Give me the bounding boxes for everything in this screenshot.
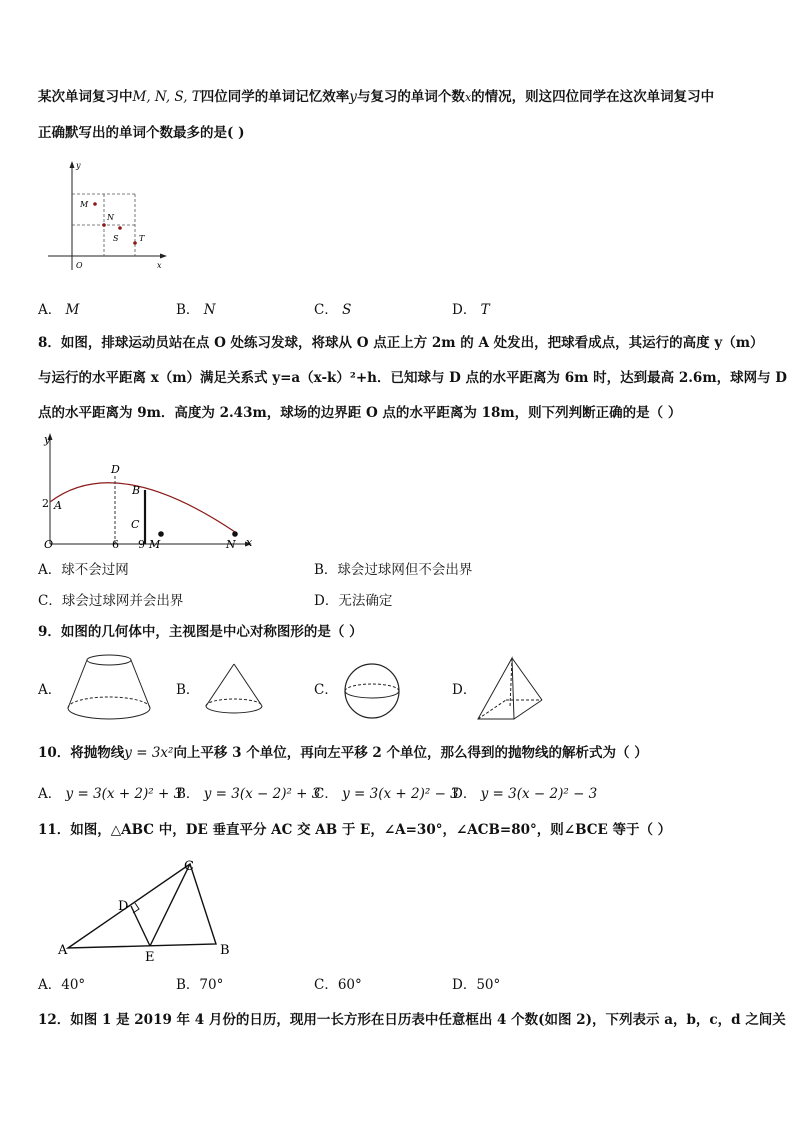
- q9-option-c-key: C．: [314, 682, 338, 698]
- q9-option-d-key: D．: [452, 682, 477, 698]
- q11-option-c-val: 60°: [337, 977, 362, 993]
- q10-option-a[interactable]: [38, 785, 182, 803]
- q7-option-d[interactable]: [452, 301, 490, 319]
- q9-line1: 9．如图的几何体中，主视图是中心对称图形的是（ ）: [38, 624, 363, 640]
- q10-option-b-val: y = 3(x − 2)² + 3: [203, 786, 321, 802]
- frustum-shape: [64, 652, 154, 724]
- q10-option-c-val: y = 3(x + 2)² − 3: [342, 786, 459, 802]
- q10-option-b[interactable]: [176, 785, 320, 803]
- q11-figure: [56, 858, 238, 964]
- q8-option-b[interactable]: [314, 561, 472, 579]
- q7-vars: M, N, S, T: [132, 89, 201, 105]
- q7-var-x: x: [464, 91, 472, 104]
- q11-fig-c: C: [184, 859, 194, 874]
- q8-option-b-val: 球会过球网但不会出界: [337, 562, 473, 578]
- q9-option-d[interactable]: [452, 681, 476, 699]
- q11-fig-d: D: [118, 899, 129, 914]
- q8-line1: 8．如图，排球运动员站在点 O 处练习发球，将球从 O 点正上方 2m 的 A 处发出，把球看成点，其运行的高度 y（m）: [38, 335, 764, 351]
- q7-line1: [38, 88, 714, 107]
- q8-fig-y: y: [44, 433, 51, 446]
- q7-text-c: 与复习的单词个数: [356, 89, 465, 105]
- q8-option-c-val: 球会过球网并会出界: [61, 593, 184, 609]
- q11-option-d-key: D．: [452, 977, 477, 993]
- q7-line2: 正确默写出的单词个数最多的是( ): [38, 125, 245, 141]
- q9-option-a-key: A．: [38, 682, 62, 698]
- q10-equation: y = 3x²: [124, 745, 174, 761]
- q11-option-a-val: 40°: [61, 977, 86, 993]
- q8-option-d-key: D．: [314, 593, 339, 609]
- q7-point-m: [93, 202, 97, 206]
- q7-option-a-key: A．: [38, 302, 62, 318]
- q11-option-a[interactable]: [38, 976, 85, 994]
- q11-option-a-key: A．: [38, 977, 62, 993]
- q8-option-a[interactable]: [38, 561, 129, 579]
- q7-figure: [40, 158, 170, 283]
- q8-fig-a: A: [54, 499, 62, 512]
- q11-line1: 11．如图，△ABC 中，DE 垂直平分 AC 交 AB 于 E，∠A=30°，∠ACB=80°，则∠BCE 等于（ ）: [38, 822, 672, 838]
- q7-option-d-val: T: [480, 302, 490, 318]
- q7-text-d: 的情况，则这四位同学在这次单词复习中: [471, 89, 715, 105]
- q8-fig-9: 9: [138, 538, 145, 551]
- sphere-shape: [342, 661, 402, 721]
- q10-text-a: 10．将抛物线: [38, 745, 125, 761]
- q7-fig-o: O: [76, 261, 83, 270]
- q8-figure: [36, 432, 258, 554]
- q9-option-c[interactable]: [314, 681, 338, 699]
- q7-option-b[interactable]: [176, 301, 216, 319]
- q7-fig-t: T: [139, 234, 145, 243]
- q9-option-b-key: B．: [176, 682, 200, 698]
- q8-fig-2: 2: [42, 497, 49, 510]
- q8-point-n: [232, 531, 238, 537]
- q8-fig-b: B: [132, 484, 141, 497]
- q8-fig-m: M: [149, 538, 161, 551]
- q8-fig-c: C: [131, 518, 140, 531]
- q7-option-c-val: S: [342, 302, 352, 318]
- q7-option-b-key: B．: [176, 302, 200, 318]
- q7-text-b: 四位同学的单词记忆效率: [200, 89, 350, 105]
- q7-option-a[interactable]: [38, 301, 79, 319]
- q10-option-b-key: B．: [176, 786, 200, 802]
- q10-option-d[interactable]: [452, 785, 597, 803]
- q11-fig-a: A: [58, 943, 68, 958]
- q10-option-c[interactable]: [314, 785, 459, 803]
- q11-option-b[interactable]: [176, 976, 223, 994]
- q7-option-d-key: D．: [452, 302, 477, 318]
- q7-fig-x: x: [157, 261, 162, 270]
- q7-fig-n: N: [107, 213, 114, 222]
- q8-option-b-key: B．: [314, 562, 338, 578]
- q7-point-s: [118, 226, 122, 230]
- q8-point-m: [158, 531, 164, 537]
- q7-point-t: [133, 241, 137, 245]
- q7-fig-s: S: [113, 234, 119, 243]
- q8-fig-d: D: [111, 463, 120, 476]
- cone-shape: [203, 662, 265, 718]
- q11-fig-e: E: [145, 950, 155, 964]
- q7-option-c[interactable]: [314, 301, 351, 319]
- q10-option-a-key: A．: [38, 786, 62, 802]
- q10-option-a-val: y = 3(x + 2)² + 3: [65, 786, 183, 802]
- q8-line3: 点的水平距离为 9m．高度为 2.43m，球场的边界距 O 点的水平距离为 18m，则下列判断正确的是（ ）: [38, 405, 682, 421]
- q8-fig-n: N: [226, 538, 236, 551]
- q11-option-b-key: B．: [176, 977, 200, 993]
- q9-option-b[interactable]: [176, 681, 199, 699]
- q7-option-b-val: N: [203, 302, 216, 318]
- q10-option-d-val: y = 3(x − 2)² − 3: [480, 786, 598, 802]
- q7-option-c-key: C．: [314, 302, 338, 318]
- q8-option-d[interactable]: [314, 592, 392, 610]
- q8-line2: 与运行的水平距离 x（m）满足关系式 y=a（x-k）²+h．已知球与 D 点的水平距离为 6m 时，达到最高 2.6m，球网与 D: [38, 370, 788, 386]
- q10-option-c-key: C．: [314, 786, 338, 802]
- q10-option-d-key: D．: [452, 786, 477, 802]
- q7-text-a: 某次单词复习中: [38, 89, 133, 105]
- q7-point-n: [102, 223, 106, 227]
- q9-option-a[interactable]: [38, 681, 61, 699]
- q11-fig-b: B: [220, 943, 230, 958]
- q8-option-c[interactable]: [38, 592, 183, 610]
- q12-line1: 12．如图 1 是 2019 年 4 月份的日历，现用一长方形在日历表中任意框出 4 个数(如图 2)，下列表示 a，b，c，d 之间关: [38, 1012, 786, 1028]
- pyramid-shape: [474, 655, 546, 723]
- q8-option-a-val: 球不会过网: [61, 562, 129, 578]
- q8-fig-6: 6: [112, 538, 119, 551]
- q7-fig-m: M: [80, 200, 89, 209]
- q11-option-d-val: 50°: [476, 977, 501, 993]
- q8-option-d-val: 无法确定: [338, 593, 393, 609]
- q8-fig-x: x: [246, 536, 253, 549]
- q11-option-c-key: C．: [314, 977, 338, 993]
- q7-var-y: y: [349, 89, 357, 105]
- q11-option-c[interactable]: [314, 976, 362, 994]
- q8-option-c-key: C．: [38, 593, 62, 609]
- q11-option-b-val: 70°: [199, 977, 224, 993]
- q11-option-d[interactable]: [452, 976, 500, 994]
- q10-line1: [38, 744, 648, 762]
- q8-option-a-key: A．: [38, 562, 62, 578]
- q7-option-a-val: M: [65, 302, 80, 318]
- q8-fig-o: O: [44, 538, 54, 551]
- q7-fig-y: y: [76, 161, 81, 170]
- q10-text-b: 向上平移 3 个单位，再向左平移 2 个单位，那么得到的抛物线的解析式为（ ）: [173, 745, 648, 761]
